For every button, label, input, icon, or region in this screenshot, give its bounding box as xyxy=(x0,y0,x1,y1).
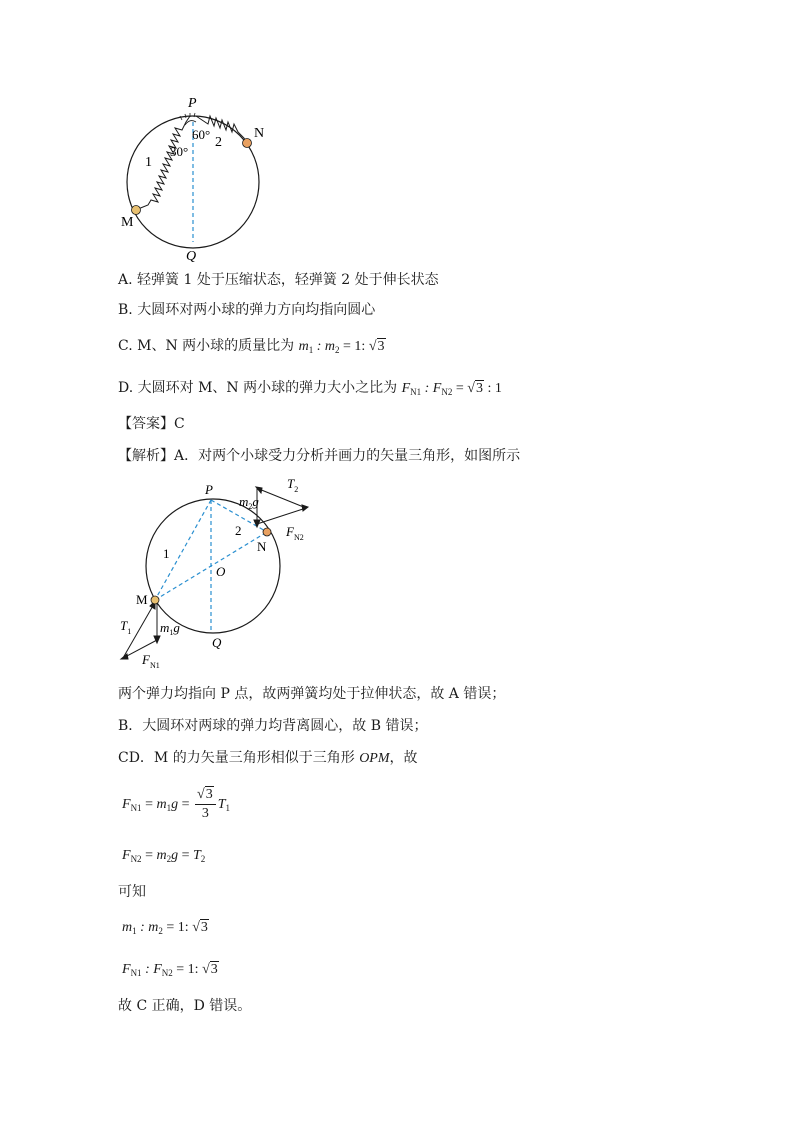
fig2-label-2: 2 xyxy=(235,523,242,538)
fig2-label-M: M xyxy=(136,592,148,607)
option-C: C. M、N 两小球的质量比为 $m_1$ : $m_2 = 1$: √3 xyxy=(118,338,385,355)
option-B: B. 大圆环对两小球的弹力方向均指向圆心 xyxy=(118,302,376,318)
result-mass-ratio: $m_1$ : $m_2 = 1$: √3 xyxy=(122,920,208,936)
analysis-line-b: B．大圆环对两球的弹力均背离圆心，故 B 错误； xyxy=(118,718,428,734)
ball-M-2 xyxy=(151,596,159,604)
figure-2 xyxy=(110,474,320,674)
fig2-label-T1: $T_1$ xyxy=(120,618,132,636)
analysis-intro: 【解析】A．对两个小球受力分析并画力的矢量三角形，如图所示 xyxy=(118,448,521,464)
label-spring-1: 1 xyxy=(145,155,152,170)
equation-FN1: $F_{N1} = m_1g$ = $\frac{√3}{3}$ $T_1$ xyxy=(122,787,230,822)
ball-N-2 xyxy=(263,528,271,536)
fig2-label-Q: Q xyxy=(212,635,222,650)
fig2-label-FN1: $F_{N1}$ xyxy=(142,652,160,670)
answer-line: 【答案】C xyxy=(118,416,185,432)
label-Q: Q xyxy=(186,249,197,262)
ball-N xyxy=(243,139,252,148)
big-ring-2 xyxy=(146,499,280,633)
force-ratio-formula: $F_{N1}$ : $F_{N2} = √3$ : 1 xyxy=(401,381,502,397)
dashed-lines xyxy=(155,500,267,632)
result-force-ratio: $F_{N1}$ : $F_{N2} = 1$: √3 xyxy=(122,962,218,978)
fig2-label-FN2: $F_{N2}$ xyxy=(286,524,304,542)
label-30: 30° xyxy=(170,144,189,159)
conclusion-text: 故 C 正确，D 错误。 xyxy=(118,998,252,1014)
fig2-label-1: 1 xyxy=(163,546,170,561)
label-60: 60° xyxy=(192,127,211,142)
kezhi-text: 可知 xyxy=(118,884,146,900)
equation-FN2: $F_{N2} = m_2g = T_2$ xyxy=(122,848,206,864)
label-spring-2: 2 xyxy=(215,135,222,150)
fig2-label-N: N xyxy=(257,539,267,554)
ball-M xyxy=(132,206,141,215)
fig2-label-T2: $T_2$ xyxy=(287,476,299,494)
analysis-line-a: 两个弹力均指向 P 点，故两弹簧均处于拉伸状态，故 A 错误； xyxy=(118,686,506,702)
fig2-label-m2g: $m_2g$ xyxy=(239,494,259,511)
option-D: D. 大圆环对 M、N 两小球的弹力大小之比为 $F_{N1}$ : $F_{N2} = √3$ : 1 xyxy=(118,380,502,397)
fig2-label-m1g: $m_1g$ xyxy=(160,620,180,637)
label-P: P xyxy=(188,96,197,111)
option-A: A. 轻弹簧 1 处于压缩状态，轻弹簧 2 处于伸长状态 xyxy=(118,272,439,288)
fig2-label-O: O xyxy=(216,564,226,579)
fig2-label-P: P xyxy=(205,482,213,497)
label-N: N xyxy=(254,126,265,141)
mass-ratio-formula: $m_1$ : $m_2 = 1$: √3 xyxy=(298,339,385,355)
analysis-line-cd: CD．M 的力矢量三角形相似于三角形 OPM，故 xyxy=(118,750,418,766)
figure-1 xyxy=(110,92,280,262)
label-M: M xyxy=(121,215,134,230)
